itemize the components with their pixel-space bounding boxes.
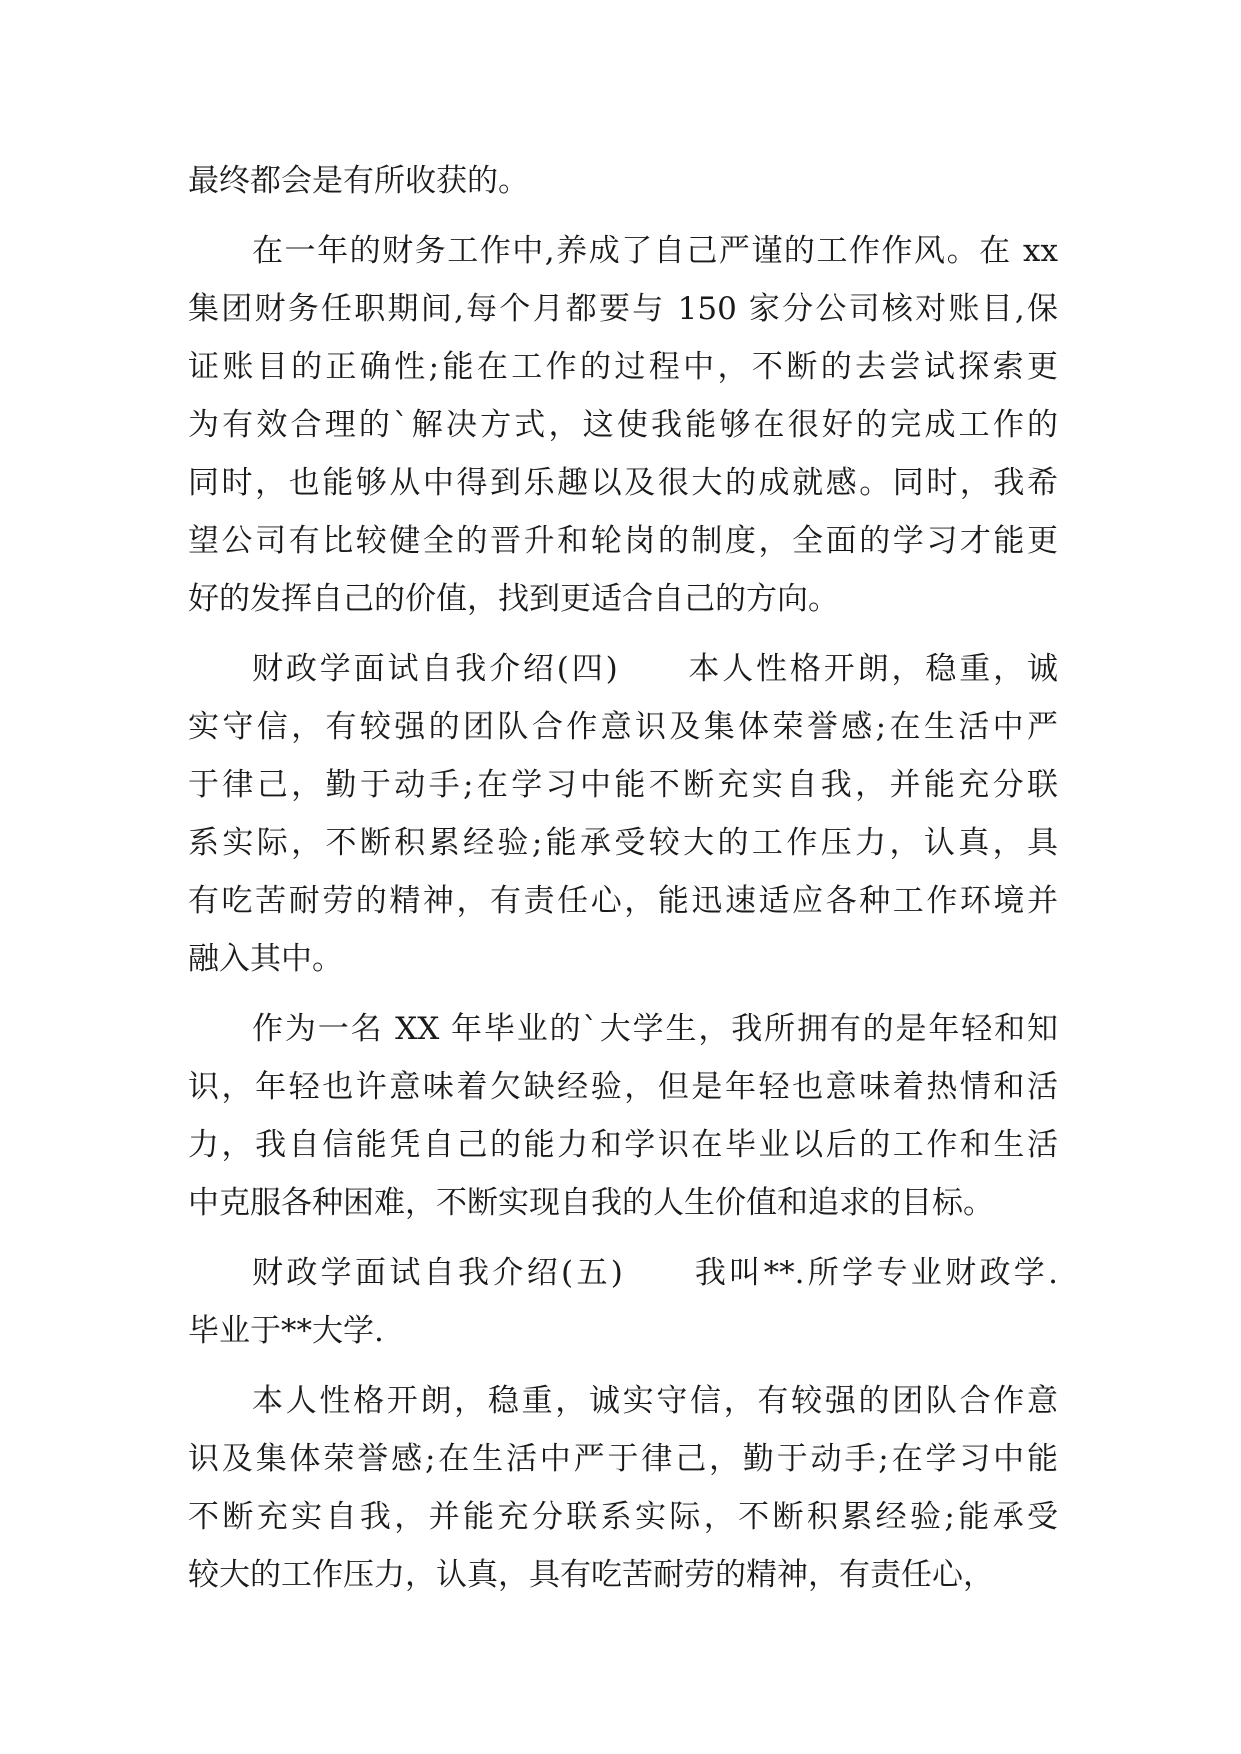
- text-line: 在一年的财务工作中,养成了自己严谨的工作作风。在 xx: [252, 233, 1058, 269]
- text-line: 本人性格开朗，稳重，诚实守信，有较强的团队合作意: [252, 1383, 1058, 1419]
- text-line: 为有效合理的`解决方式，这使我能够在很好的完成工作的: [188, 407, 1058, 443]
- text-line: 力，我自信能凭自己的能力和学识在毕业以后的工作和生活: [188, 1127, 1058, 1163]
- text-line: 有吃苦耐劳的精神，有责任心，能迅速适应各种工作环境并: [188, 883, 1058, 919]
- text-line: 实守信，有较强的团队合作意识及集体荣誉感;在生活中严: [188, 709, 1058, 745]
- text-line: 同时，也能够从中得到乐趣以及很大的成就感。同时，我希: [188, 465, 1058, 501]
- text-line: 证账目的正确性;能在工作的过程中，不断的去尝试探索更: [188, 349, 1058, 385]
- text-line: 系实际，不断积累经验;能承受较大的工作压力，认真，具: [188, 825, 1058, 861]
- text-line: 较大的工作压力，认真，具有吃苦耐劳的精神，有责任心，: [188, 1557, 994, 1593]
- text-line: 识，年轻也许意味着欠缺经验，但是年轻也意味着热情和活: [188, 1069, 1058, 1105]
- text-line: 最终都会是有所收获的。: [188, 163, 529, 199]
- text-line: 作为一名 XX 年毕业的`大学生，我所拥有的是年轻和知: [252, 1011, 1058, 1047]
- text-line: 于律己，勤于动手;在学习中能不断充实自我，并能充分联: [188, 767, 1058, 803]
- document-body: [188, 152, 1058, 1604]
- text-line: 融入其中。: [188, 941, 343, 977]
- text-line: 财政学面试自我介绍(五) 我叫**.所学专业财政学.: [252, 1255, 1058, 1291]
- text-line: 好的发挥自己的价值，找到更适合自己的方向。: [188, 581, 839, 617]
- text-line: 集团财务任职期间,每个月都要与 150 家分公司核对账目,保: [188, 291, 1058, 327]
- text-line: 财政学面试自我介绍(四) 本人性格开朗，稳重，诚: [252, 651, 1058, 687]
- text-line: 毕业于**大学.: [188, 1313, 384, 1349]
- text-line: 中克服各种困难，不断实现自我的人生价值和追求的目标。: [188, 1185, 994, 1221]
- text-line: 识及集体荣誉感;在生活中严于律己，勤于动手;在学习中能: [188, 1441, 1058, 1477]
- text-line: 望公司有比较健全的晋升和轮岗的制度，全面的学习才能更: [188, 523, 1058, 559]
- text-line: 不断充实自我，并能充分联系实际，不断积累经验;能承受: [188, 1499, 1058, 1535]
